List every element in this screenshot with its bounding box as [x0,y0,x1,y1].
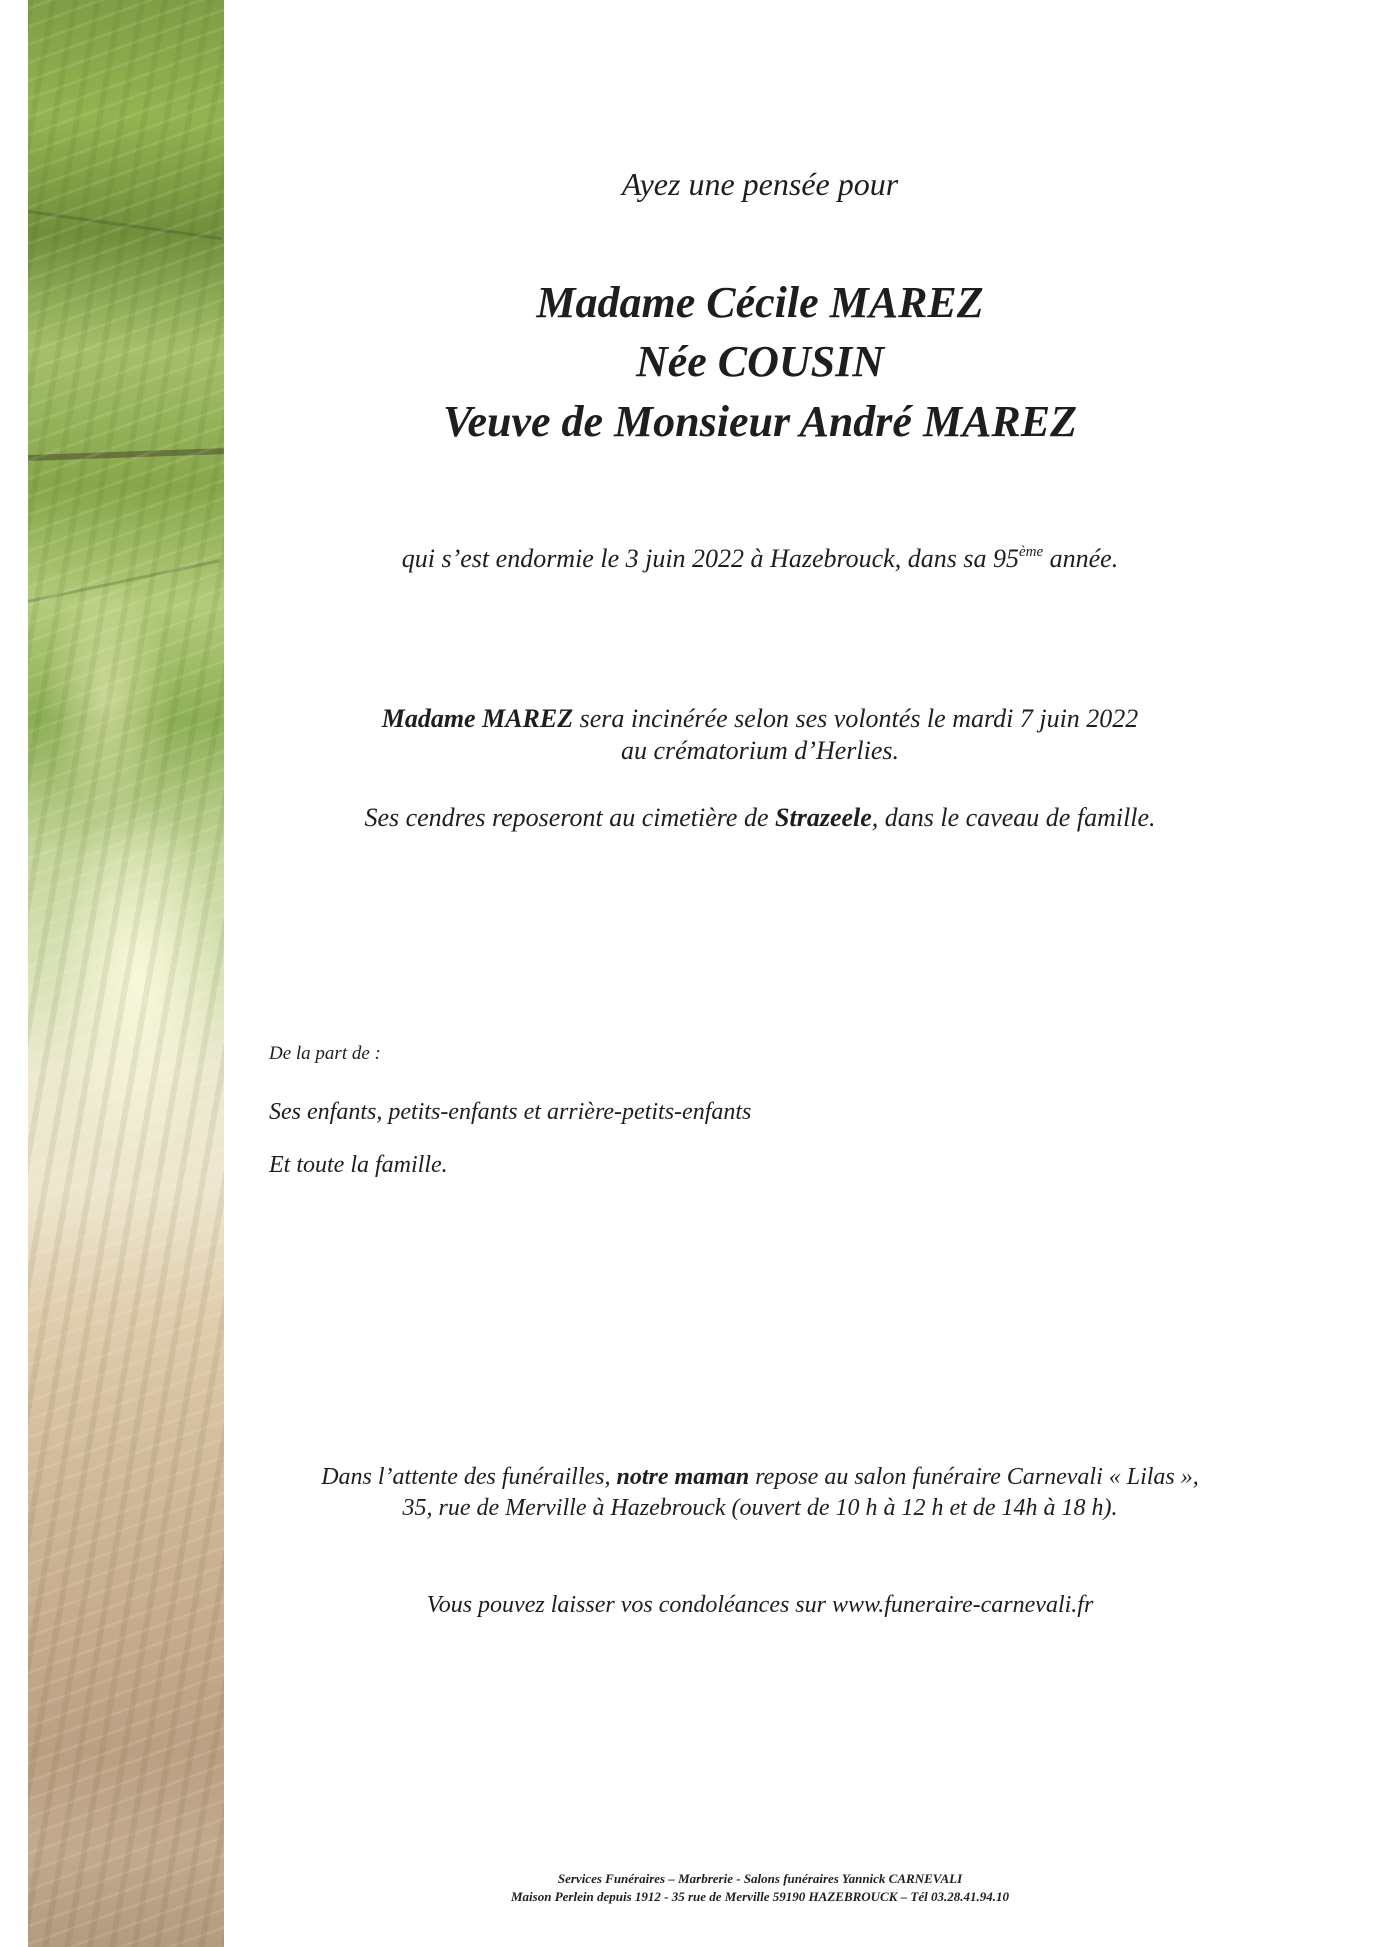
ashes-after: , dans le caveau de famille. [871,803,1156,832]
tree-branch-decoration [28,448,224,461]
cremation-name: Madame MAREZ [381,704,574,733]
cemetery-name: Strazeele [775,803,872,832]
from-label: De la part de : [269,1043,381,1064]
intro-text: Ayez une pensée pour [621,166,899,202]
cremation-location: au crématorium d’Herlies. [620,736,899,765]
footer-company: Services Funéraires – Marbrerie - Salons funéraires Yannick CARNEVALI [557,1871,963,1886]
maiden-name: Née COUSIN [635,337,885,386]
wake-notice [224,1464,1296,1491]
condolences-text: Vous pouvez laisser vos condoléances sur www.funeraire-carnevali.fr [426,1592,1094,1618]
family-line: Et toute la famille. [269,1152,448,1178]
wake-bold: notre maman [616,1464,750,1490]
notice-content [224,0,1377,1947]
wake-before: Dans l’attente des funérailles, [321,1464,617,1490]
deceased-name: Madame Cécile MAREZ [536,278,984,327]
death-notice-superscript: ème [1018,544,1044,560]
ashes-before: Ses cendres reposeront au cimetière de [364,803,776,832]
death-notice-text: qui s’est endormie le 3 juin 2022 à Hazebrouck, dans sa 95 [401,544,1019,573]
death-notice-end: année. [1043,544,1119,573]
cremation-notice [224,704,1296,734]
ashes-notice [224,803,1296,833]
cremation-details: sera incinérée selon ses volontés le mardi 7 juin 2022 [573,704,1139,733]
family-line: Ses enfants, petits-enfants et arrière-petits-enfants [269,1099,752,1125]
death-notice [224,544,1296,574]
wake-after: repose au salon funéraire Carnevali « Lilas », [749,1464,1199,1490]
tree-branch-decoration [28,210,223,240]
widow-of: Veuve de Monsieur André MAREZ [442,397,1077,446]
forest-path-banner-image [28,0,224,1947]
footer-address: Maison Perlein depuis 1912 - 35 rue de Merville 59190 HAZEBROUCK – Tél 03.28.41.94.10 [511,1889,1009,1904]
wake-address: 35, rue de Merville à Hazebrouck (ouvert de 10 h à 12 h et de 14h à 18 h). [402,1495,1118,1521]
tree-branch-decoration [28,559,220,603]
